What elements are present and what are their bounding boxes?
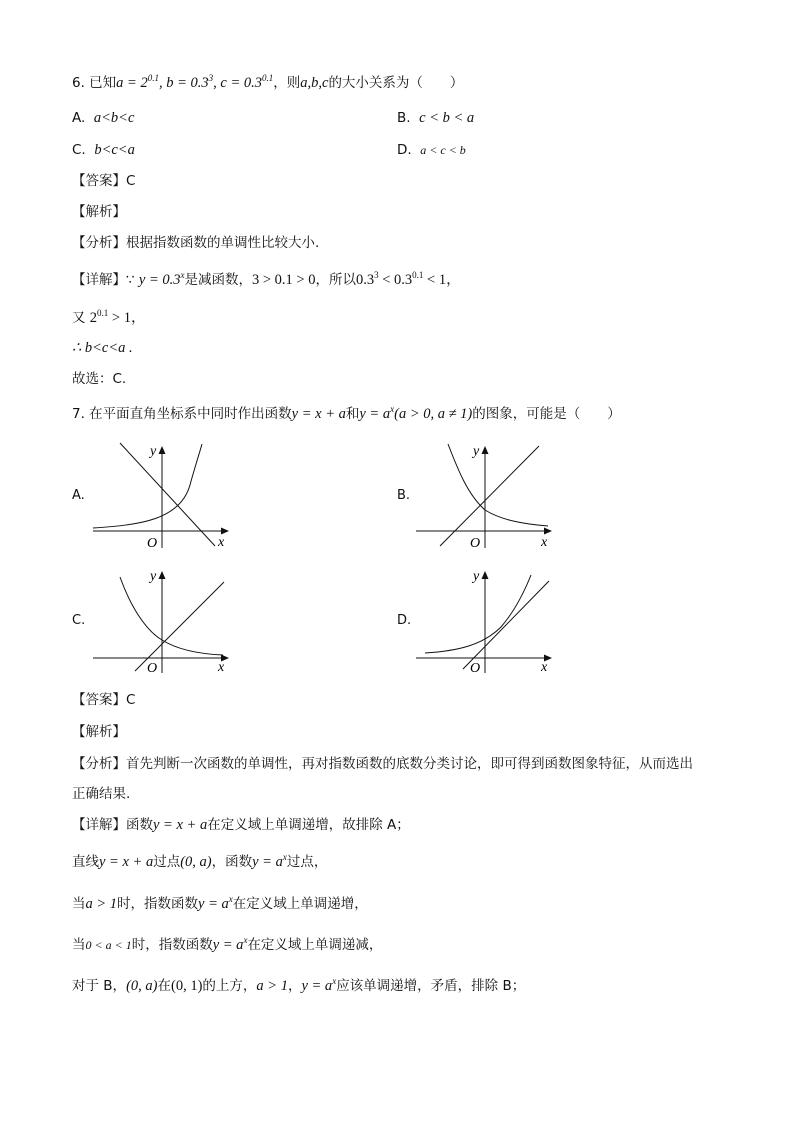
q6-option-a-label: A. xyxy=(72,110,86,126)
q6-detail-p2: < 0.3 xyxy=(378,272,413,288)
q7-d2-point: (0, a) xyxy=(180,854,212,870)
q6-fenxi xyxy=(72,233,319,253)
x-axis-label: x xyxy=(541,660,548,675)
q6-detail-p1-exp: 3 xyxy=(374,270,379,281)
q7-d3-cond: a > 1 xyxy=(85,896,118,912)
q7-d5-c: 在 xyxy=(157,978,171,994)
q7-d1-c: 在定义域上单调递增，故排除 A； xyxy=(207,817,410,833)
q6-detail-gt1: > 1， xyxy=(108,310,146,326)
q7-detail-line-2 xyxy=(72,852,327,872)
q7-graph-a xyxy=(90,440,235,552)
q7-graph-b xyxy=(413,440,558,552)
q7-graph-c xyxy=(90,565,235,677)
q7-option-a-label: A. xyxy=(72,488,85,503)
q7-d2-g: 过点， xyxy=(286,854,328,870)
q6-detail-p1: 0.3 xyxy=(355,272,375,288)
q6-detail-line-2 xyxy=(72,308,145,328)
q6-answer-tag: 【答案】 xyxy=(72,173,126,189)
q7-stem-pre: 7. 在平面直角坐标系中同时作出函数 xyxy=(72,406,292,422)
q7-answer-tag: 【答案】 xyxy=(72,692,126,708)
origin-label: O xyxy=(147,661,158,676)
q6-detail-also: 又 xyxy=(72,310,90,326)
x-axis-arrow-icon xyxy=(544,528,552,535)
y-axis-arrow-icon xyxy=(159,446,166,454)
y-axis-label: y xyxy=(150,444,157,459)
y-axis-arrow-icon xyxy=(159,571,166,579)
q6-stem-a-exp: 0.1 xyxy=(147,73,159,84)
q7-d3-e: 在定义域上单调递增， xyxy=(232,896,368,912)
q6-detail-two: 2 xyxy=(89,310,98,326)
q7-stem-mid: 和 xyxy=(345,406,360,422)
q7-d4-cond: 0 < a < 1 xyxy=(85,938,132,952)
q7-d5-func-exp: x xyxy=(332,976,337,987)
q7-d5-g: ， xyxy=(287,978,302,994)
q6-detail-tag: 【详解】 xyxy=(72,272,126,288)
q7-fenxi-line-1 xyxy=(72,754,693,774)
q6-stem-pre: 6. 已知 xyxy=(72,75,117,91)
x-axis-arrow-icon xyxy=(221,528,229,535)
q7-d4-e: 在定义域上单调递减， xyxy=(247,937,383,953)
exp-curve xyxy=(425,575,531,653)
y-axis-label: y xyxy=(473,569,480,584)
q6-fenxi-text: 根据指数函数的单调性比较大小. xyxy=(126,235,320,251)
exp-curve xyxy=(120,577,223,655)
q7-d5-cond: a > 1 xyxy=(256,978,288,994)
q7-d4-func-exp: x xyxy=(243,935,248,946)
q6-stem xyxy=(72,73,463,93)
q7-graph-d xyxy=(413,565,558,677)
origin-label: O xyxy=(147,536,158,551)
q7-answer-value: C xyxy=(126,692,136,708)
q6-stem-b: , b = 0.3 xyxy=(158,75,209,91)
q7-d5-point-01: (0, 1) xyxy=(170,978,203,994)
q6-detail-decreasing: 是减函数， xyxy=(184,272,252,288)
q6-option-d xyxy=(397,140,466,160)
q7-answer xyxy=(72,690,135,710)
q6-detail-func: y = 0.3 xyxy=(138,272,181,288)
q7-fenxi-tag: 【分析】 xyxy=(72,756,126,772)
q7-detail-line-3 xyxy=(72,894,368,914)
q7-detail-line-5 xyxy=(72,976,525,996)
q6-detail-p2-exp: 0.1 xyxy=(412,270,424,281)
q6-fenxi-tag: 【分析】 xyxy=(72,235,126,251)
q7-d3-func: y = a xyxy=(198,896,229,912)
q6-stem-vars: a,b,c xyxy=(300,75,329,91)
q6-detail-two-exp: 0.1 xyxy=(97,308,109,319)
q7-stem-f2-cond: (a > 0, a ≠ 1) xyxy=(394,406,473,422)
q6-stem-end: 的大小关系为（ ） xyxy=(328,75,464,91)
origin-label: O xyxy=(470,661,481,676)
q6-stem-b-exp: 3 xyxy=(208,73,214,84)
q6-option-d-text: a < c < b xyxy=(420,143,466,157)
q7-fenxi-line-2: 正确结果. xyxy=(72,786,131,802)
q6-detail-because: ∵ xyxy=(126,272,139,288)
q6-option-a-text: a<b<c xyxy=(93,110,135,126)
q7-d3-func-exp: x xyxy=(228,894,233,905)
q6-analysis-tag: 【解析】 xyxy=(72,204,126,220)
q6-answer-value: C xyxy=(126,173,136,189)
origin-label: O xyxy=(470,536,481,551)
q7-d5-func: y = a xyxy=(301,978,333,994)
q7-detail-line-4 xyxy=(72,935,382,955)
y-axis-arrow-icon xyxy=(482,446,489,454)
exp-curve xyxy=(93,444,202,528)
q6-stem-c: , c = 0.3 xyxy=(213,75,262,91)
q6-option-b xyxy=(397,108,474,128)
q7-d5-point: (0, a) xyxy=(126,978,158,994)
q6-stem-c-exp: 0.1 xyxy=(262,73,274,84)
q7-option-b-label: B. xyxy=(397,488,411,503)
q7-stem-f2-exp: x xyxy=(390,404,395,415)
q7-stem-f2: y = a xyxy=(359,406,391,422)
x-axis-label: x xyxy=(218,535,225,550)
q7-stem-f1: y = x + a xyxy=(291,406,346,422)
y-axis-label: y xyxy=(150,569,157,584)
q6-option-c-label: C. xyxy=(72,142,86,158)
q7-d2-exp-func-exp: x xyxy=(282,852,287,863)
q7-d1-func: y = x + a xyxy=(153,817,208,833)
q7-d1-a: 函数 xyxy=(126,817,153,833)
q6-answer xyxy=(72,171,135,191)
q6-stem-a: a = 2 xyxy=(116,75,148,91)
q7-option-c-label: C. xyxy=(72,613,86,628)
q6-stem-post: ，则 xyxy=(273,75,301,91)
q7-detail-tag: 【详解】 xyxy=(72,817,126,833)
q7-d2-exp-func: y = a xyxy=(252,854,283,870)
linear-line xyxy=(463,581,549,669)
q6-option-c-text: b<c<a xyxy=(94,142,135,158)
q6-detail-ineq: 3 > 0.1 > 0 xyxy=(252,272,316,288)
q7-d5-i: 应该单调递增，矛盾，排除 B； xyxy=(336,978,526,994)
q6-option-a xyxy=(72,108,134,128)
q7-d2-e: ，函数 xyxy=(211,854,253,870)
q6-detail-line-1 xyxy=(72,270,461,290)
q6-option-b-text: c < b < a xyxy=(419,110,475,126)
q7-analysis-tag: 【解析】 xyxy=(72,724,126,740)
q7-d5-e: 的上方， xyxy=(202,978,257,994)
q6-detail-line-3: ∴ b<c<a . xyxy=(72,340,133,356)
q6-detail-p3: < 1， xyxy=(423,272,461,288)
q7-d4-a: 当 xyxy=(72,937,86,953)
x-axis-label: x xyxy=(218,660,225,675)
q6-detail-line-4: 故选：C. xyxy=(72,371,127,387)
q7-option-d-label: D. xyxy=(397,613,412,628)
q7-d4-func: y = a xyxy=(212,937,244,953)
x-axis-label: x xyxy=(541,535,548,550)
q7-d2-c: 过点 xyxy=(153,854,181,870)
exp-curve xyxy=(448,444,548,526)
y-axis-label: y xyxy=(473,444,480,459)
q6-option-b-label: B. xyxy=(397,110,411,126)
q6-option-d-label: D. xyxy=(397,142,412,158)
q6-detail-func-exp: x xyxy=(180,270,185,281)
q7-d2-func: y = x + a xyxy=(99,854,154,870)
q7-d5-a: 对于 B， xyxy=(72,978,127,994)
y-axis-arrow-icon xyxy=(482,571,489,579)
q6-detail-so: ，所以 xyxy=(315,272,356,288)
q7-stem xyxy=(72,404,621,424)
q7-stem-end: 的图象，可能是（ ） xyxy=(472,406,621,422)
q7-fenxi-text-1: 首先判断一次函数的单调性，再对指数函数的底数分类讨论，即可得到函数图象特征，从而选出 xyxy=(126,756,693,772)
q7-d3-c: 时，指数函数 xyxy=(117,896,199,912)
q7-d4-c: 时，指数函数 xyxy=(131,937,213,953)
q7-detail-line-1 xyxy=(72,815,410,835)
q6-option-c xyxy=(72,140,135,160)
q7-d2-a: 直线 xyxy=(72,854,99,870)
q7-d3-a: 当 xyxy=(72,896,86,912)
